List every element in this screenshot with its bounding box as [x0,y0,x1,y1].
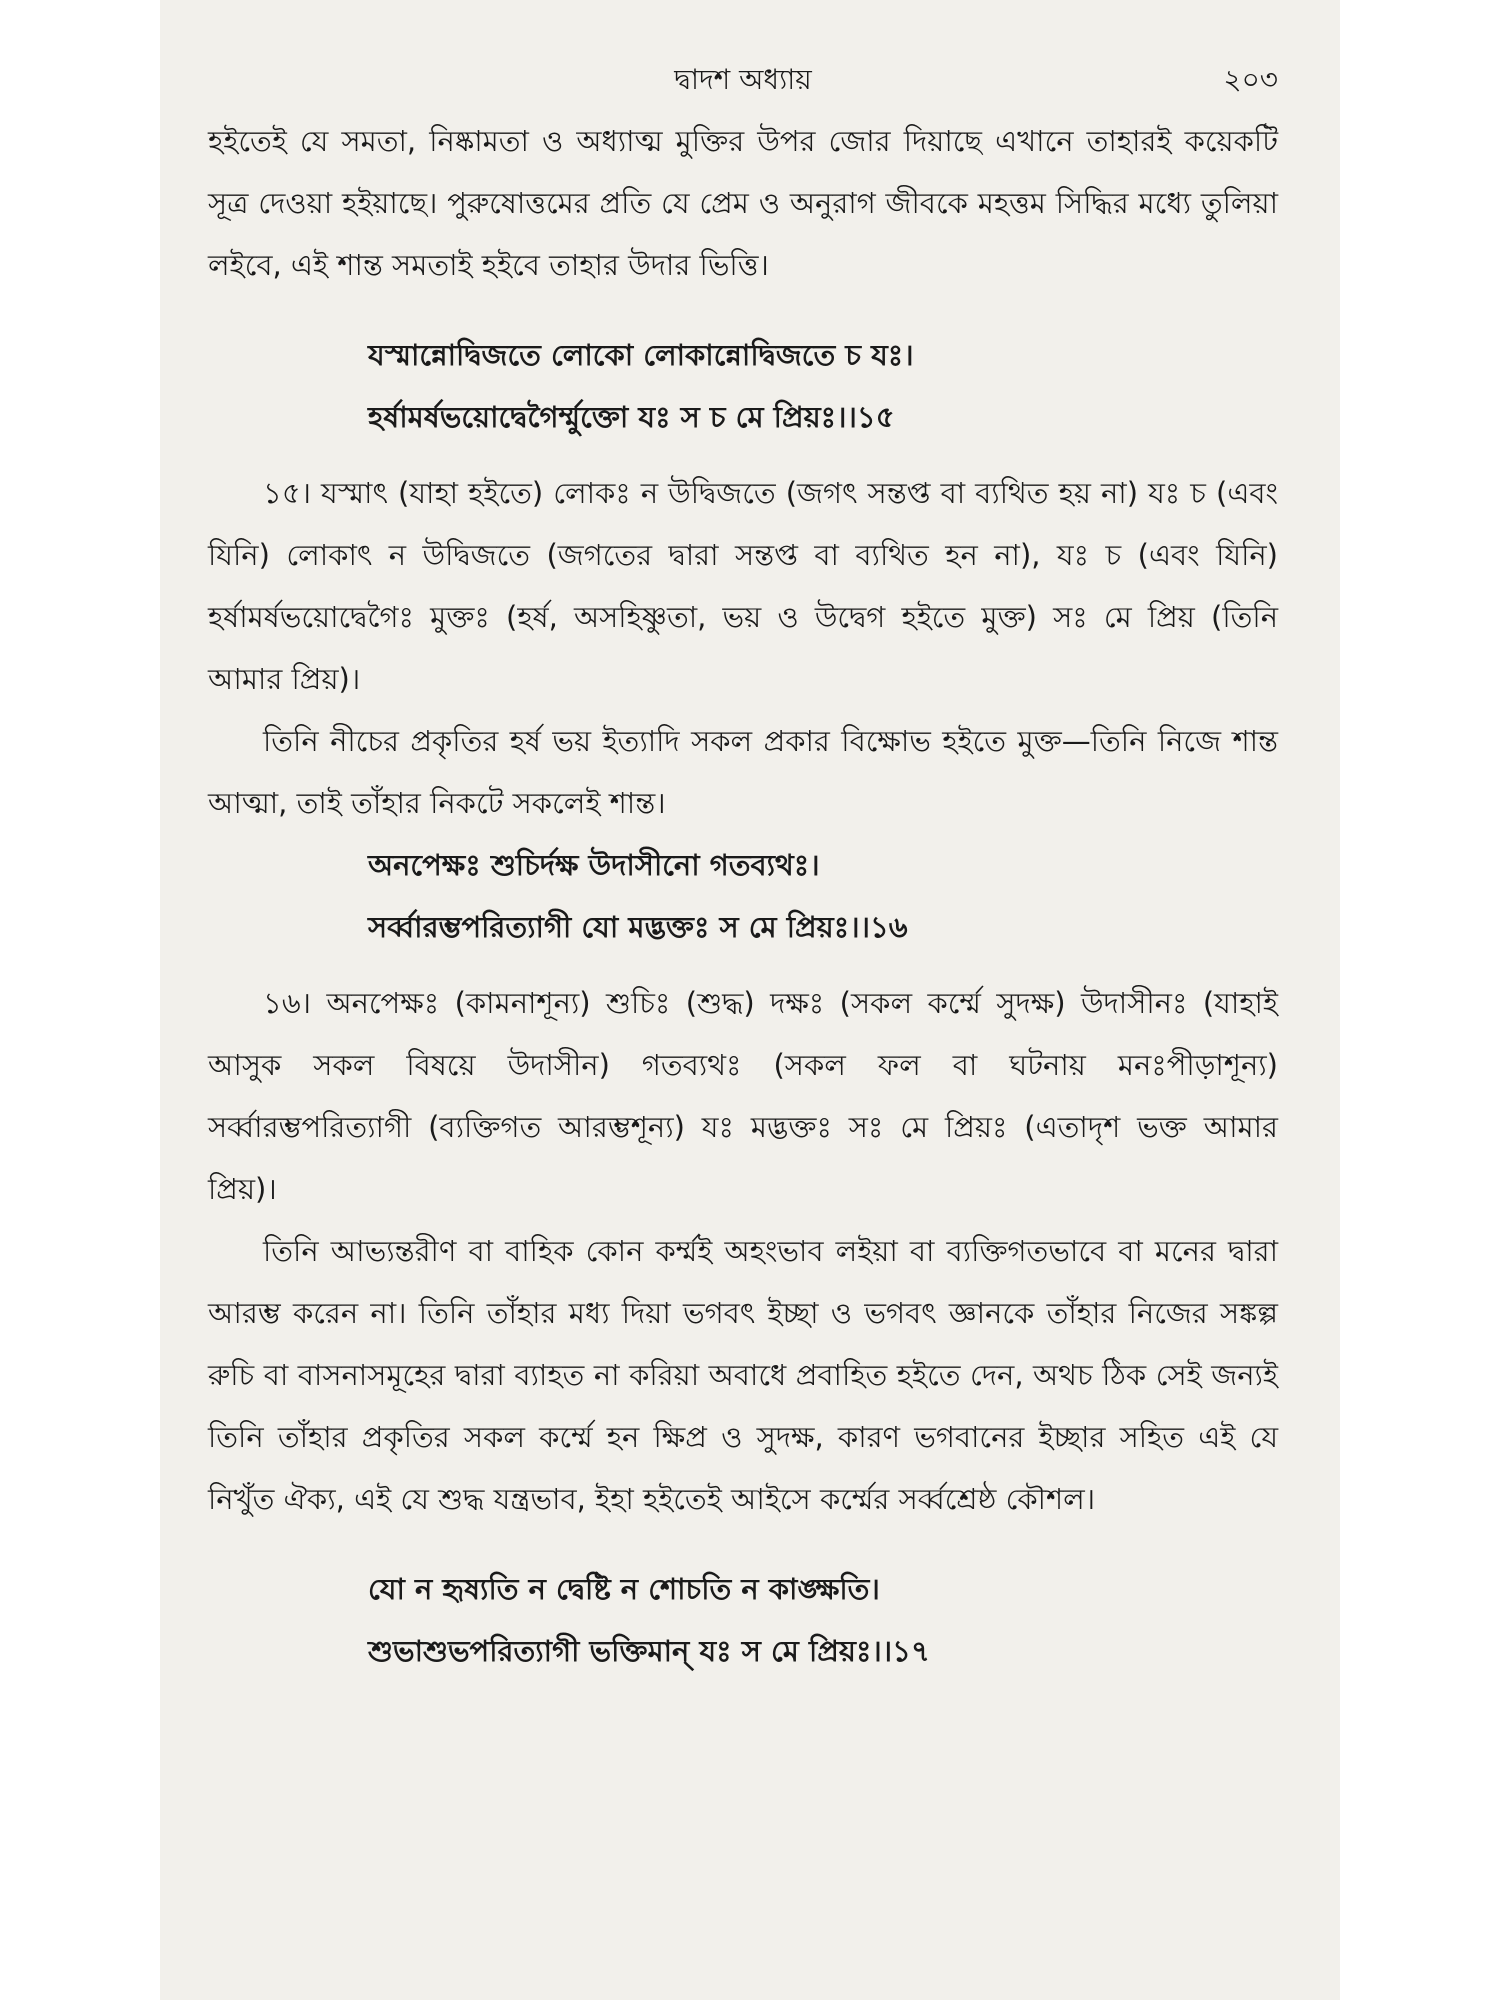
text-line: সঃ মে প্রিয়ঃ (এতাদৃশ ভক্ত আমার প্রিয়)। [208,1110,1278,1206]
text-line: তিনি আভ্যন্তরীণ বা বাহিক কোন কর্ম্মই অহংভাব লইয়া বা ব্যক্তিগতভাবে [263,1234,1107,1268]
intro-paragraph [208,110,1278,296]
book-page [160,0,1340,2000]
text-line: হয় না) যঃ চ (এবং যিনি) লোকাৎ ন উদ্বিজতে (জগতের দ্বারা সন্তপ্ত [208,476,1279,572]
text-line: উদাসীনঃ (যাহাই আসুক সকল বিষয়ে উদাসীন) গতব্যথঃ (সকল ফল বা [208,986,1278,1082]
translation-16 [208,972,1278,1220]
verse-line: সর্ব্বারম্ভপরিত্যাগী যো মদ্ভক্তঃ স মে প্রিয়ঃ।।১৬ [368,910,908,944]
commentary-15 [208,710,1278,834]
page-header [208,50,1278,110]
verse-line: শুভাশুভপরিত্যাগী ভক্তিমান্ যঃ স মে প্রিয়ঃ।।১৭ [368,1634,930,1668]
text-line: ১৬। অনপেক্ষঃ (কামনাশূন্য) শুচিঃ (শুদ্ধ) দক্ষঃ (সকল কর্ম্মে সুদক্ষ) [263,986,1066,1020]
text-line: তাহারই কয়েকটি সূত্র দেওয়া হইয়াছে। পুরুষোত্তমের প্রতি যে প্রেম ও [208,124,1278,220]
verse-line: যো ন হৃষ্যতি ন দ্বেষ্টি ন শোচতি ন কাঙ্ক্ষতি। [368,1572,880,1606]
page-number: ২০৩ [1223,63,1278,96]
text-line: তিনি নীচের প্রকৃতির হর্ষ ভয় ইত্যাদি সকল প্রকার বিক্ষোভ হইতে [263,724,1007,758]
chapter-title: দ্বাদশ অধ্যায় [674,63,812,96]
translation-15 [208,462,1278,710]
text-line: মুক্ত—তিনি নিজে শান্ত আত্মা, তাই তাঁহার নিকটে সকলেই শান্ত। [208,724,1279,820]
text-line: হইবে তাহার উদার ভিত্তি। [481,248,769,282]
commentary-16 [208,1220,1278,1530]
text-line: প্রকৃতির সকল কর্ম্মে হন ক্ষিপ্র ও সুদক্ষ, কারণ ভগবানের ইচ্ছার সহিত [361,1420,1185,1454]
text-line: প্রিয়)। [291,662,361,696]
text-line: হইতেই যে সমতা, নিষ্কামতা ও অধ্যাত্ম মুক্তির উপর জোর দিয়াছে এখানে [208,124,1074,158]
text-line: অসহিষ্ণুতা, ভয় ও উদ্বেগ হইতে মুক্ত) সঃ মে প্রিয় (তিনি আমার [208,600,1279,696]
text-line: ঘটনায় মনঃপীড়াশূন্য) সর্ব্বারম্ভপরিত্যাগী (ব্যক্তিগত আরম্ভশূন্য) যঃ মদ্ভক্তঃ [208,1048,1278,1144]
verse-line: হর্ষামর্ষভয়োদ্বেগৈর্ম্মুক্তো যঃ স চ মে প্রিয়ঃ।।১৫ [368,400,895,434]
text-line: বা মনের দ্বারা আরম্ভ করেন না। তিনি তাঁহার মধ্য দিয়া ভগবৎ ইচ্ছা ও [208,1234,1279,1330]
text-line: সর্ব্বশ্রেষ্ঠ কৌশল। [898,1482,1096,1516]
text-line: না করিয়া অবাধে প্রবাহিত হইতে দেন, অথচ ঠিক সেই জন্যই তিনি তাঁহার [208,1358,1279,1454]
verse-17 [208,1558,1278,1682]
verse-line: অনপেক্ষঃ শুচির্দক্ষ উদাসীনো গতব্যথঃ। [368,848,820,882]
text-line: ১৫। যস্মাৎ (যাহা হইতে) লোকঃ ন উদ্বিজতে (জগৎ সন্তপ্ত বা ব্যথিত [263,476,1049,510]
text-line: এই যে নিখুঁত ঐক্য, এই যে শুদ্ধ যন্ত্রভাব, ইহা হইতেই আইসে কর্ম্মের [208,1420,1279,1516]
text-line: অনুরাগ জীবকে মহত্তম সিদ্ধির মধ্যে তুলিয়া লইবে, এই শান্ত সমতাই [208,186,1278,282]
verse-line: যস্মান্নোদ্বিজতে লোকো লোকান্নোদ্বিজতে চ যঃ। [368,338,914,372]
verse-15 [208,324,1278,448]
text-line: ভগবৎ জ্ঞানকে তাঁহার নিজের সঙ্কল্প রুচি বা বাসনাসমূহের দ্বারা ব্যাহত [208,1296,1279,1392]
verse-16 [208,834,1278,958]
text-line: বা ব্যথিত হন না), যঃ চ (এবং যিনি) হর্ষামর্ষভয়োদ্বেগৈঃ মুক্তঃ (হর্ষ, [208,538,1278,634]
page-content [208,50,1278,1682]
